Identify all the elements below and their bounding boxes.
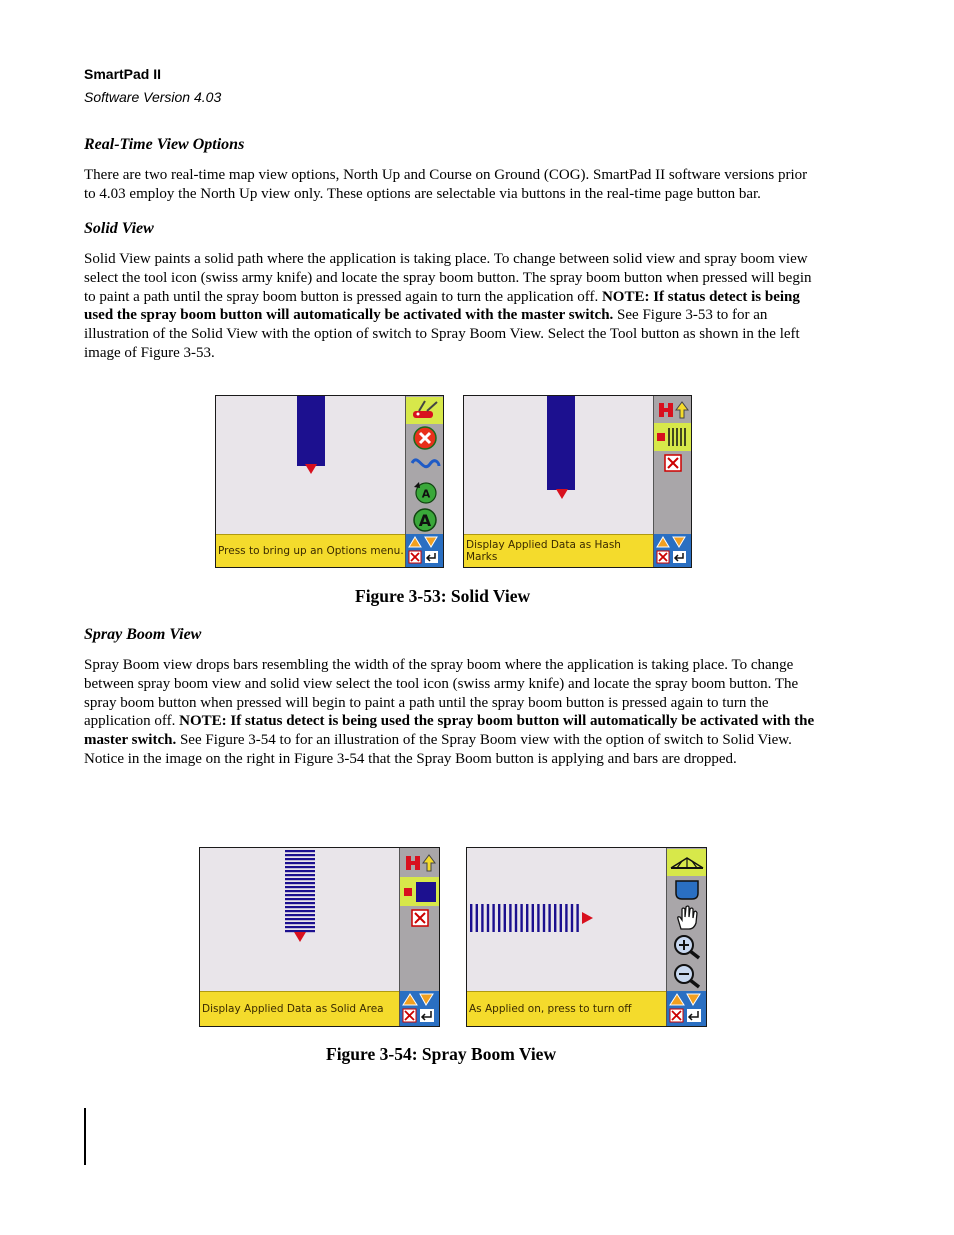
enter-icon[interactable] — [420, 1009, 434, 1022]
cancel-x-icon — [412, 425, 438, 451]
enter-icon[interactable] — [687, 1009, 701, 1022]
hash-bar — [476, 904, 478, 932]
hash-bar — [532, 904, 534, 932]
nav-icons — [406, 534, 443, 566]
heading-spray-boom-view: Spray Boom View — [84, 626, 202, 643]
figure-53-caption: Figure 3-53: Solid View — [355, 586, 531, 606]
exit-icon[interactable] — [403, 1009, 416, 1022]
clear-icon — [411, 909, 429, 927]
enter-icon[interactable] — [673, 551, 686, 563]
vehicle-marker-icon — [305, 464, 317, 474]
exit-icon[interactable] — [409, 551, 421, 563]
boom-bar-icon — [669, 853, 705, 873]
nav-box — [653, 534, 691, 567]
nav-icons — [667, 991, 706, 1025]
svg-text:A: A — [418, 511, 431, 530]
button-bar — [666, 848, 706, 992]
hash-bar — [285, 874, 315, 876]
boom-arrow-icon — [656, 399, 690, 421]
hash-bar — [285, 918, 315, 920]
exit-icon[interactable] — [657, 551, 669, 563]
hash-bar — [560, 904, 562, 932]
figure-54-left-screen — [199, 847, 440, 1027]
spray-body-part1: Spray Boom view drops bars resembling the width of the spray boom where the application is taking place. To change between spray boom view and solid view select the tool icon (swiss army knife) and locate the spray boom button. The spray boom button when pressed will begin to paint a path until the spray boom button is pressed again to turn the application off. — [84, 657, 799, 730]
hash-bar — [509, 904, 511, 932]
hash-bar — [504, 904, 506, 932]
svg-text:A: A — [421, 487, 430, 501]
spray-body-part2: See Figure 3-54 to for an illustration of the Spray Boom view with the option of switch to Solid View. Notice in the image on the right in Figure 3-54 that the Spray Boom button is applying and bars are dropped. — [84, 732, 792, 767]
paragraph-spray-boom-view — [84, 656, 819, 769]
hash-bar — [526, 904, 528, 932]
hash-marks-button[interactable] — [654, 423, 691, 451]
spray-note: NOTE: If status detect is being used the spray boom button will automatically be activated with the master switch. — [84, 713, 815, 749]
hash-bar — [285, 882, 315, 884]
nav-box — [405, 534, 443, 567]
scroll-down-icon[interactable] — [425, 537, 437, 547]
button-bar — [399, 848, 439, 992]
hash-marks-icon — [656, 426, 690, 448]
hash-bar — [543, 904, 545, 932]
zoom-in-button[interactable] — [667, 932, 706, 961]
running-header-title: SmartPad II — [84, 66, 162, 82]
message-bar: Display Applied Data as Hash Marks — [464, 534, 654, 567]
hash-bar — [285, 858, 315, 860]
hash-bar — [285, 894, 315, 896]
enter-icon[interactable] — [425, 551, 438, 563]
hash-bar — [571, 904, 573, 932]
hash-bar — [285, 878, 315, 880]
message-bar: Display Applied Data as Solid Area — [200, 991, 400, 1026]
hash-bar — [285, 870, 315, 872]
hash-bar — [554, 904, 556, 932]
rotate-a-button[interactable] — [406, 478, 443, 506]
solid-path — [297, 396, 325, 466]
figure-54-caption: Figure 3-54: Spray Boom View — [326, 1044, 557, 1064]
boom-arrow-button[interactable] — [654, 397, 691, 423]
hash-bar — [285, 910, 315, 912]
hash-bar — [576, 904, 578, 932]
paragraph-solid-view — [84, 250, 819, 363]
nav-box — [666, 991, 706, 1026]
solid-area-button[interactable] — [400, 877, 439, 906]
pan-button[interactable] — [667, 904, 706, 932]
hash-bar — [285, 890, 315, 892]
hash-bar — [285, 922, 315, 924]
clear-button[interactable] — [400, 906, 439, 930]
nav-icons — [654, 534, 691, 566]
hand-pan-icon — [673, 905, 701, 931]
boom-arrow-button[interactable] — [400, 849, 439, 877]
hash-bar — [285, 902, 315, 904]
hash-bar — [492, 904, 494, 932]
running-header-subtitle: Software Version 4.03 — [84, 89, 222, 105]
hash-bar — [481, 904, 483, 932]
hash-bar — [470, 904, 472, 932]
hash-bar — [285, 906, 315, 908]
button-bar — [405, 396, 443, 535]
heading-realtime-view-options: Real-Time View Options — [84, 136, 245, 153]
nav-box — [399, 991, 439, 1026]
figure-54-right-screen — [466, 847, 707, 1027]
hash-bar — [548, 904, 550, 932]
solid-path — [547, 396, 575, 490]
hash-bar — [285, 862, 315, 864]
spray-boom-button[interactable] — [667, 849, 706, 876]
hash-bar — [565, 904, 567, 932]
hash-bar — [285, 926, 315, 928]
vehicle-marker-icon — [556, 489, 568, 499]
scroll-down-icon[interactable] — [673, 537, 685, 547]
message-bar: Press to bring up an Options menu. — [216, 534, 406, 567]
wave-icon — [409, 454, 441, 476]
hash-bar — [520, 904, 522, 932]
swiss-army-knife-icon — [409, 399, 441, 423]
exit-icon[interactable] — [670, 1009, 683, 1022]
scroll-down-icon[interactable] — [687, 994, 700, 1005]
scroll-up-icon[interactable] — [657, 537, 669, 547]
scroll-up-icon[interactable] — [403, 994, 417, 1005]
boom-shape-button[interactable] — [667, 876, 706, 904]
hash-bar — [537, 904, 539, 932]
button-bar — [653, 396, 691, 535]
a-circle-icon — [412, 507, 438, 533]
hash-bar — [285, 898, 315, 900]
hash-bar — [285, 854, 315, 856]
cancel-button[interactable] — [406, 424, 443, 451]
zoom-in-icon — [672, 934, 702, 960]
boom-arrow-icon — [403, 852, 437, 874]
figure-53-right-screen — [463, 395, 692, 568]
hash-marks-path — [284, 850, 316, 942]
message-bar: As Applied on, press to turn off — [467, 991, 667, 1026]
hash-marks-path — [469, 902, 595, 936]
hash-bar — [285, 850, 315, 852]
margin-rule — [84, 1108, 86, 1165]
a-button[interactable] — [406, 506, 443, 534]
hash-bar — [285, 914, 315, 916]
scroll-up-icon[interactable] — [409, 537, 421, 547]
solid-body-part1: Solid View paints a solid path where the application is taking place. To change between solid view and spray boom view select the tool icon (swiss army knife) and locate the spray boom button. The spray boom button when pressed will begin to paint a path until the spray boom button is pressed again to turn the application off. — [84, 251, 812, 305]
hash-bar — [285, 866, 315, 868]
nav-icons — [400, 991, 439, 1025]
hash-bar — [285, 886, 315, 888]
clear-icon — [664, 454, 682, 472]
scroll-up-icon[interactable] — [670, 994, 684, 1005]
tool-button[interactable] — [406, 397, 443, 424]
hash-bar — [515, 904, 517, 932]
clear-button[interactable] — [654, 451, 691, 475]
solid-note: NOTE: If status detect is being used the spray boom button will automatically be activated with the master switch. — [84, 288, 800, 324]
heading-solid-view: Solid View — [84, 220, 154, 237]
figure-53-left-screen — [215, 395, 444, 568]
hash-bar — [498, 904, 500, 932]
scroll-down-icon[interactable] — [420, 994, 433, 1005]
paragraph-realtime-view-options: There are two real-time map view options, North Up and Course on Ground (COG). SmartPad II software versions prior to 4.03 employ the North Up view only. These options are selectable via buttons in the real-time page button bar. — [84, 167, 808, 202]
zoom-out-icon — [672, 963, 702, 989]
hash-bar — [285, 930, 315, 932]
solid-body-part2: See Figure 3-53 to for an illustration of the Solid View with the option of switch to Spray Boom View. Select the Tool button as shown in the left image of Figure 3-53. — [84, 307, 800, 361]
boom-shape-icon — [673, 878, 701, 902]
hash-bar — [487, 904, 489, 932]
solid-square-icon — [403, 881, 437, 903]
wave-button[interactable] — [406, 451, 443, 478]
rotate-a-icon — [411, 479, 439, 505]
zoom-out-button[interactable] — [667, 961, 706, 991]
